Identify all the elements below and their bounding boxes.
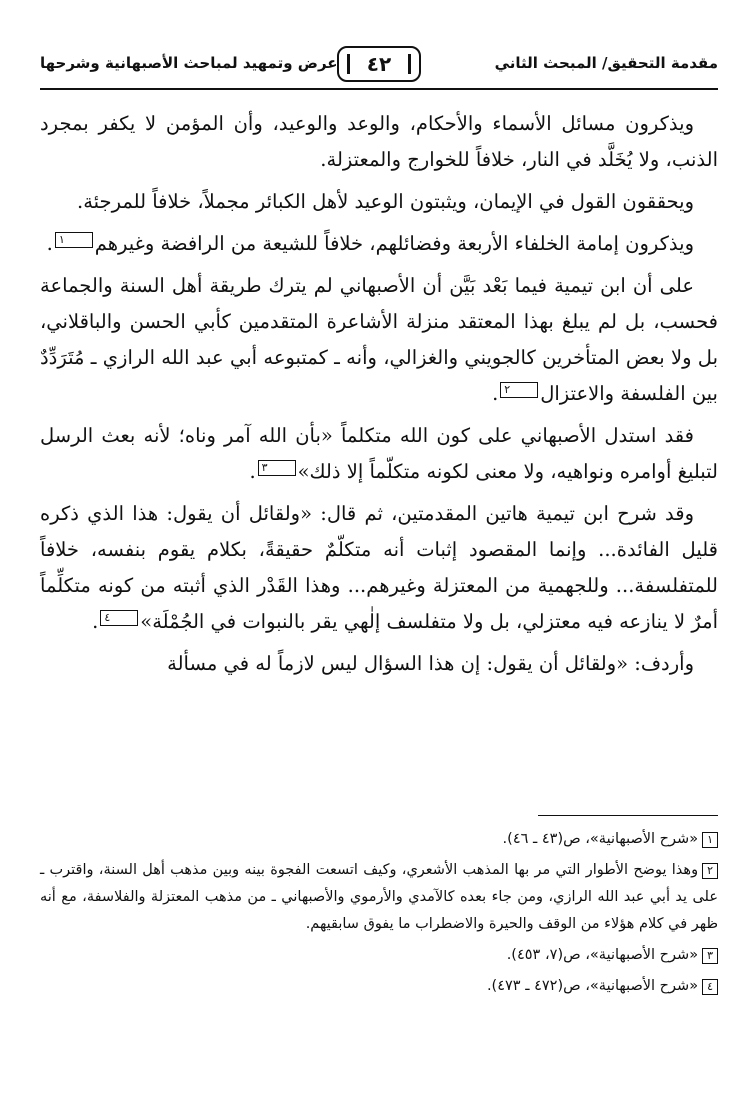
paragraph: ويذكرون مسائل الأسماء والأحكام، والوعد والوعيد، وأن المؤمن لا يكفر بمجرد الذنب، ولا يُخَلَّد في النار، خلافاً للخوارج والمعتزلة. — [40, 112, 718, 171]
footnote-number: ٤ — [702, 979, 718, 995]
book-page — [40, 40, 718, 1080]
footnotes — [40, 826, 718, 1004]
paragraph: وأردف: «ولقائل أن يقول: إن هذا السؤال ليس لازماً له في مسألة — [167, 652, 694, 675]
footnote-divider — [538, 815, 718, 816]
footnote: ٢وهذا يوضح الأطوار التي مر بها المذهب الأشعري، وكيف اتسعت الفجوة بينه وبين مذهب أهل السنة، واقترب ـ على يد أبي عبد الله الرازي، ومن جاء بعده كالآمدي والأرموي والأصبهاني ـ من مذهب المعتزلة والفلاسفة، مع أنه ظهر في كلام هؤلاء من الوقف والحيرة والاضطراب ما يفوق سابقيهم. — [40, 862, 718, 932]
running-header — [40, 40, 718, 90]
paragraph: على أن ابن تيمية فيما بَعْد بَيَّن أن الأصبهاني لم يترك طريقة أهل السنة والجماعة فحسب، بل لم يبلغ بهذا المعتقد منزلة الأشاعرة المتقدمين كأبي الحسن والباقلاني، بل ولا بعض المتأخرين كالجويني والغزالي، وأنه ـ كمتبوعه أبي عبد الله الرازي ـ مُتَرَدِّدٌ بين الفلسفة والاعتزال٢. — [40, 274, 718, 405]
footnote-ref[interactable]: ٢ — [500, 382, 538, 398]
main-text — [40, 106, 718, 682]
footnote-number: ٣ — [702, 948, 718, 964]
page-number: ٤٢ — [337, 46, 421, 82]
paragraph: فقد استدل الأصبهاني على كون الله متكلماً «بأن الله آمر وناه؛ لأنه بعث الرسل لتبليغ أوامره ونواهيه، ولا معنى لكونه متكلّماً إلا ذلك»٣. — [40, 424, 718, 483]
footnote-number: ٢ — [702, 863, 718, 879]
footnote-ref[interactable]: ١ — [55, 232, 93, 248]
paragraph: ويحققون القول في الإيمان، ويثبتون الوعيد لأهل الكبائر مجملاً، خلافاً للمرجئة. — [77, 190, 694, 213]
footnote: ٤«شرح الأصبهانية»، ص(٤٧٢ ـ ٤٧٣). — [40, 973, 718, 1000]
paragraph: وقد شرح ابن تيمية هاتين المقدمتين، ثم قال: «ولقائل أن يقول: هذا الذي ذكره قليل الفائدة... وإنما المقصود إثبات أنه متكلّمٌ حقيقةً، بكلام يقوم بنفسه، خلافاً للمتفلسفة... وللجهمية من المعتزلة وغيرهم... وهذا القَدْر الذي أثبته من كونه متكلِّماً أمرٌ لا ينازعه فيه معتزلي، بل ولا متفلسف إلٰهي يقر بالنبوات في الجُمْلَة»٤. — [40, 502, 718, 633]
footnote: ٣«شرح الأصبهانية»، ص(٧، ٤٥٣). — [40, 942, 718, 969]
footnote: ١«شرح الأصبهانية»، ص(٤٣ ـ ٤٦). — [40, 826, 718, 853]
paragraph: ويذكرون إمامة الخلفاء الأربعة وفضائلهم، خلافاً للشيعة من الرافضة وغيرهم١. — [46, 232, 694, 255]
section-title: عرض وتمهيد لمباحث الأصبهانية وشرحها — [40, 54, 338, 72]
footnote-ref[interactable]: ٣ — [258, 460, 296, 476]
chapter-title: مقدمة التحقيق/ المبحث الثاني — [494, 54, 718, 72]
footnote-number: ١ — [702, 832, 718, 848]
footnote-ref[interactable]: ٤ — [100, 610, 138, 626]
